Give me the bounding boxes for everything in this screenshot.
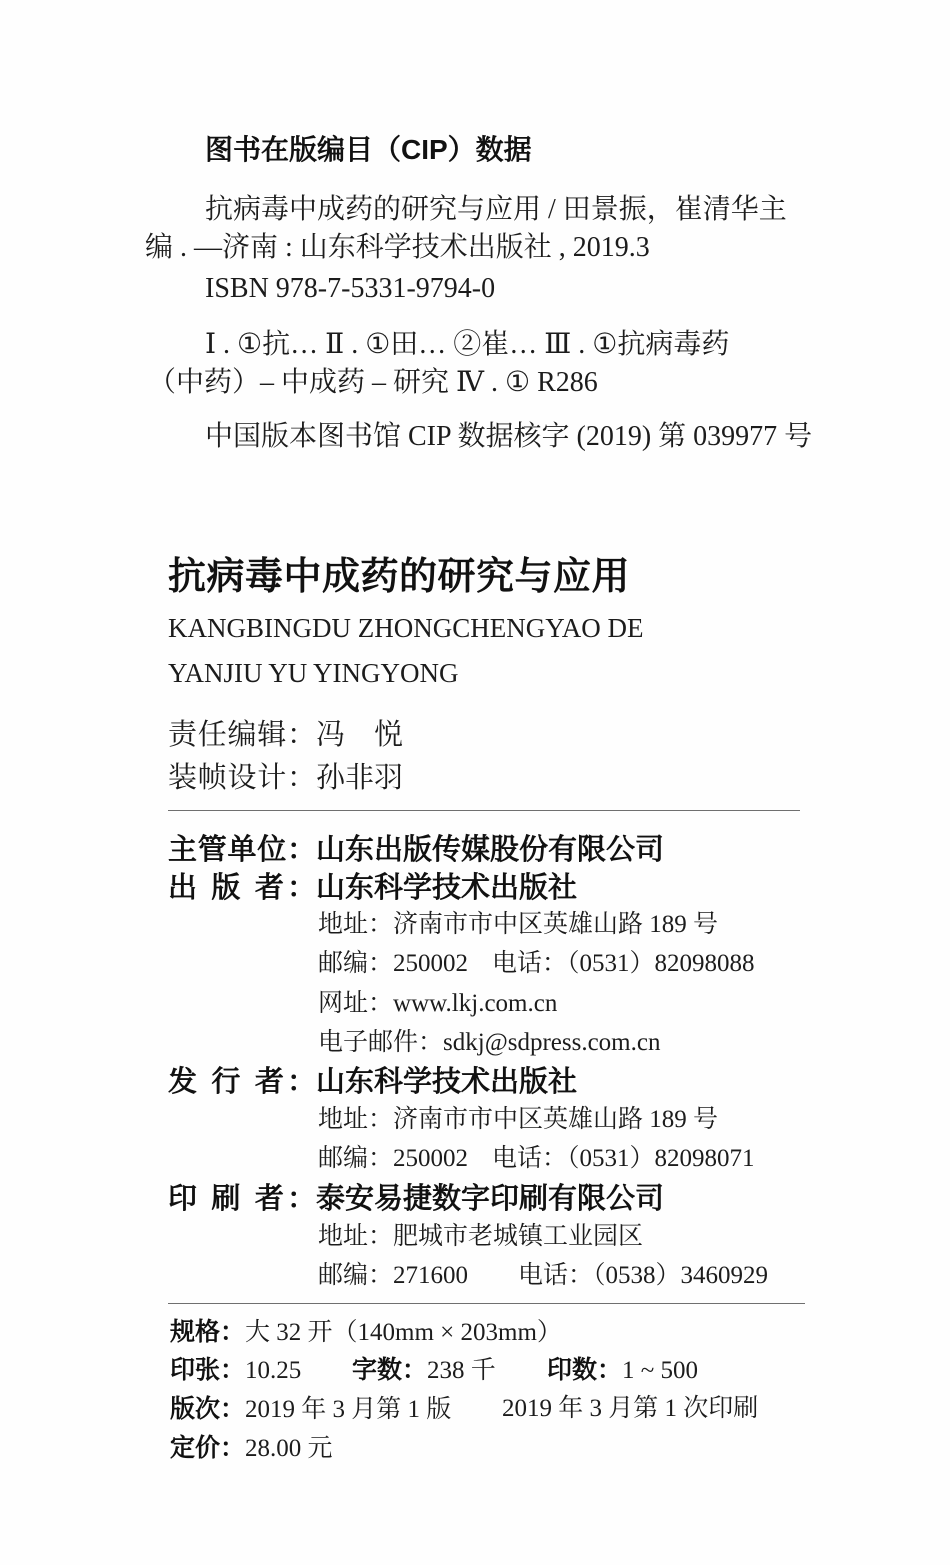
edition-label: 版次： — [170, 1395, 246, 1423]
printer-address-label: 地址： — [318, 1223, 394, 1250]
printer-postcode-phone — [318, 1261, 838, 1293]
book-pinyin-line-1: KANGBINGDU ZHONGCHENGYAO DE — [168, 613, 644, 643]
cip-heading: 图书在版编目（CIP）数据 — [205, 134, 532, 165]
publisher-email-value: sdkj@sdpress.com.cn — [443, 1029, 661, 1056]
printer-label: 印 刷 者： — [168, 1183, 316, 1215]
publisher-email-label: 电子邮件： — [318, 1029, 444, 1056]
printer-phone-value: （0538）3460929 — [593, 1262, 769, 1289]
printer-row — [168, 1182, 664, 1217]
supervisor-value: 山东出版传媒股份有限公司 — [316, 834, 665, 866]
printer-address — [318, 1222, 643, 1252]
distributor-postcode-phone — [318, 1144, 838, 1176]
printer-address-value: 肥城市老城镇工业园区 — [393, 1223, 644, 1250]
publisher-phone — [492, 949, 755, 979]
distributor-postcode-label: 邮编： — [318, 1145, 394, 1172]
sheets-item — [170, 1355, 301, 1386]
distributor-address-value: 济南市市中区英雄山路 189 号 — [393, 1106, 719, 1133]
spec-edition-row — [170, 1394, 870, 1426]
book-title: 抗病毒中成药的研究与应用 — [168, 556, 631, 598]
sheets-value: 10.25 — [245, 1357, 302, 1384]
distributor-value: 山东科学技术出版社 — [316, 1066, 578, 1098]
format-label: 规格： — [170, 1318, 246, 1346]
supervisor-row — [168, 833, 664, 868]
sheets-label: 印张： — [170, 1356, 246, 1384]
distributor-postcode-value: 250002 — [393, 1145, 469, 1172]
edition-item — [170, 1394, 451, 1425]
publisher-postcode-label: 邮编： — [318, 950, 394, 977]
publisher-address — [318, 910, 718, 940]
publisher-label: 出 版 者： — [168, 872, 316, 904]
print-run-label: 印数： — [547, 1356, 623, 1384]
editor-value: 冯 悦 — [316, 719, 404, 751]
publisher-postcode-phone — [318, 949, 838, 981]
printer-postcode-value: 271600 — [393, 1262, 469, 1289]
cip-subject-line-1: Ⅰ . ①抗… Ⅱ . ①田… ②崔… Ⅲ . ①抗病毒药 — [205, 329, 730, 360]
supervisor-label: 主管单位： — [168, 834, 316, 866]
spec-price-row — [170, 1433, 870, 1465]
spec-format-row — [170, 1317, 870, 1349]
editor-label: 责任编辑： — [168, 719, 316, 751]
publisher-phone-value: （0531）82098088 — [567, 950, 755, 977]
word-count-item — [352, 1355, 496, 1386]
printer-phone — [518, 1261, 768, 1291]
publisher-website — [318, 989, 557, 1019]
designer-label: 装帧设计： — [168, 762, 316, 794]
designer-row — [168, 761, 403, 796]
publisher-address-value: 济南市市中区英雄山路 189 号 — [393, 911, 719, 938]
distributor-label: 发 行 者： — [168, 1066, 316, 1098]
price-label: 定价： — [170, 1434, 246, 1462]
edition-value: 2019 年 3 月第 1 版 — [245, 1396, 452, 1423]
distributor-phone-label: 电话： — [492, 1145, 568, 1172]
distributor-phone — [492, 1144, 755, 1174]
book-pinyin-line-2: YANJIU YU YINGYONG — [168, 658, 459, 688]
divider-top — [168, 810, 800, 811]
publisher-email — [318, 1028, 660, 1058]
publisher-website-label: 网址： — [318, 990, 394, 1017]
editor-row — [168, 718, 403, 753]
cip-title-line-2: 编 . —济南 : 山东科学技术出版社 , 2019.3 — [145, 232, 650, 263]
cip-isbn: ISBN 978-7-5331-9794-0 — [205, 273, 496, 304]
print-run-value: 1 ~ 500 — [622, 1357, 699, 1384]
printer-postcode-label: 邮编： — [318, 1262, 394, 1289]
publisher-postcode-value: 250002 — [393, 950, 469, 977]
word-count-value: 238 千 — [427, 1357, 496, 1384]
designer-value: 孙非羽 — [316, 762, 404, 794]
distributor-row — [168, 1065, 577, 1100]
divider-bottom — [168, 1303, 805, 1304]
cip-number: 中国版本图书馆 CIP 数据核字 (2019) 第 039977 号 — [205, 421, 813, 452]
publisher-phone-label: 电话： — [492, 950, 568, 977]
cip-subject-line-2: （中药）– 中成药 – 研究 Ⅳ . ① R286 — [148, 367, 598, 398]
publisher-value: 山东科学技术出版社 — [316, 872, 578, 904]
distributor-address-label: 地址： — [318, 1106, 394, 1133]
distributor-address — [318, 1105, 718, 1135]
printer-phone-label: 电话： — [518, 1262, 594, 1289]
printer-value: 泰安易捷数字印刷有限公司 — [316, 1183, 665, 1215]
print-run-item — [547, 1355, 698, 1386]
publisher-website-value: www.lkj.com.cn — [393, 990, 558, 1017]
format-value: 大 32 开（140mm × 203mm） — [245, 1319, 562, 1346]
distributor-phone-value: （0531）82098071 — [567, 1145, 755, 1172]
printing-value: 2019 年 3 月第 1 次印刷 — [502, 1395, 759, 1422]
price-value: 28.00 元 — [245, 1435, 333, 1462]
cip-title-line-1: 抗病毒中成药的研究与应用 / 田景振，崔清华主 — [205, 194, 787, 225]
publisher-row — [168, 871, 577, 906]
publisher-address-label: 地址： — [318, 911, 394, 938]
spec-counts-row — [170, 1355, 870, 1387]
word-count-label: 字数： — [352, 1356, 428, 1384]
